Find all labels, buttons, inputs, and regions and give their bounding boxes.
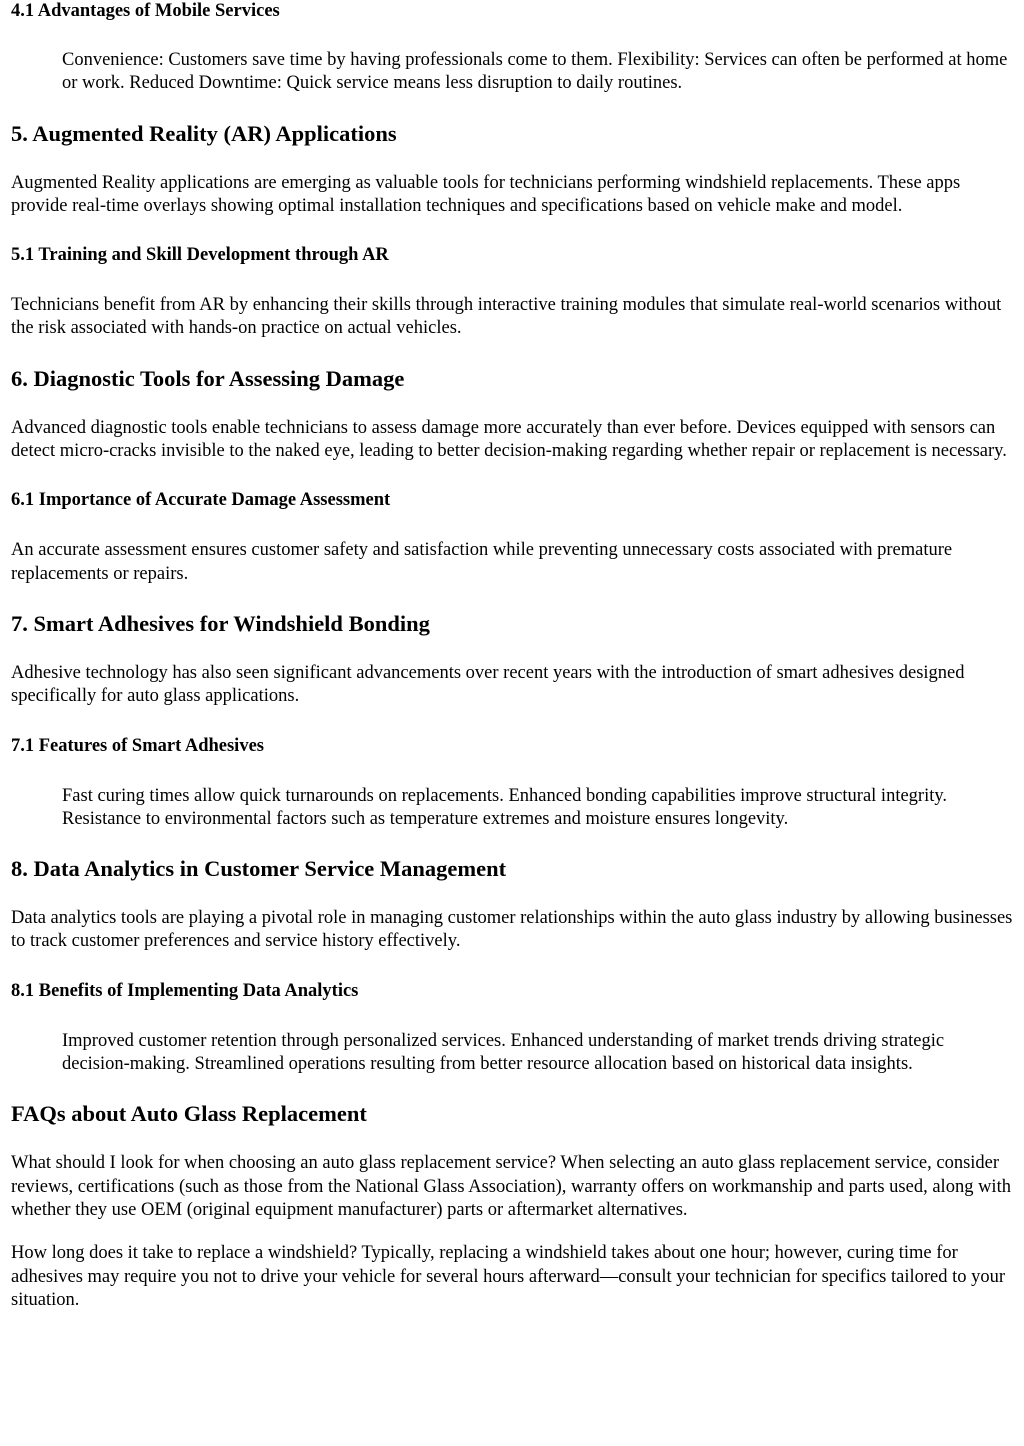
heading-smart-adhesives: 7. Smart Adhesives for Windshield Bonding [11, 610, 430, 636]
list-features-smart-adhesives: Fast curing times allow quick turnarounds on replacements. Enhanced bonding capabilities improve structural integrity. Resistance to environmental factors such as temperature extremes and moisture ensures longevity. [62, 785, 948, 829]
paragraph-accurate-assessment: An accurate assessment ensures customer safety and satisfaction while preventing unnecessary costs associated with premature replacements or repairs. [11, 540, 953, 584]
heading-advantages-mobile-services: 4.1 Advantages of Mobile Services [11, 1, 280, 21]
list-benefits-data-analytics: Improved customer retention through personalized services. Enhanced understanding of market trends driving strategic decision-making. Streamlined operations resulting from better resource allocation based on historical data insights. [62, 1030, 945, 1075]
heading-augmented-reality: 5. Augmented Reality (AR) Applications [11, 120, 397, 146]
faq-choosing-service: What should I look for when choosing an auto glass replacement service? When selecting an auto glass replacement service, consider reviews, certifications (such as those from the National Glass Association), warranty offers on workmanship and parts used, along with whether they use OEM (original equipment manufacturer) parts or aftermarket alternatives. [11, 1153, 1011, 1220]
faq-replacement-duration: How long does it take to replace a windshield? Typically, replacing a windshield takes about one hour; however, curing time for adhesives may require you not to drive your vehicle for several hours afterward—consult your technician for specifics tailored to your situation. [11, 1243, 1006, 1310]
paragraph-augmented-reality: Augmented Reality applications are emerging as valuable tools for technicians performing windshield replacements. These apps provide real-time overlays showing optimal installation techniques and specifications based on vehicle make and model. [11, 172, 961, 216]
heading-diagnostic-tools: 6. Diagnostic Tools for Assessing Damage [11, 365, 405, 391]
heading-data-analytics: 8. Data Analytics in Customer Service Management [11, 856, 507, 882]
heading-features-smart-adhesives: 7.1 Features of Smart Adhesives [11, 735, 264, 756]
heading-training-ar: 5.1 Training and Skill Development through AR [11, 245, 389, 266]
heading-faqs: FAQs about Auto Glass Replacement [11, 1101, 367, 1127]
paragraph-diagnostic-tools: Advanced diagnostic tools enable technicians to assess damage more accurately than ever before. Devices equipped with sensors can detect micro-cracks invisible to the naked eye, leading to better decision-making regarding whether repair or replacement is necessary. [11, 417, 1007, 462]
paragraph-data-analytics: Data analytics tools are playing a pivotal role in managing customer relationships within the auto glass industry by allowing businesses to track customer preferences and service history effectively. [11, 908, 1013, 952]
heading-benefits-data-analytics: 8.1 Benefits of Implementing Data Analytics [11, 980, 359, 1001]
paragraph-smart-adhesives: Adhesive technology has also seen significant advancements over recent years with the introduction of smart adhesives designed specifically for auto glass applications. [11, 662, 965, 707]
heading-accurate-assessment: 6.1 Importance of Accurate Damage Assessment [11, 490, 391, 511]
paragraph-training-ar: Technicians benefit from AR by enhancing their skills through interactive training modules that simulate real-world scenarios without the risk associated with hands-on practice on actual vehicles. [11, 295, 1002, 339]
list-advantages-mobile-services: Convenience: Customers save time by having professionals come to them. Flexibility: Services can often be performed at home or work. Reduced Downtime: Quick service means less disruption to daily routines. [62, 50, 1008, 94]
